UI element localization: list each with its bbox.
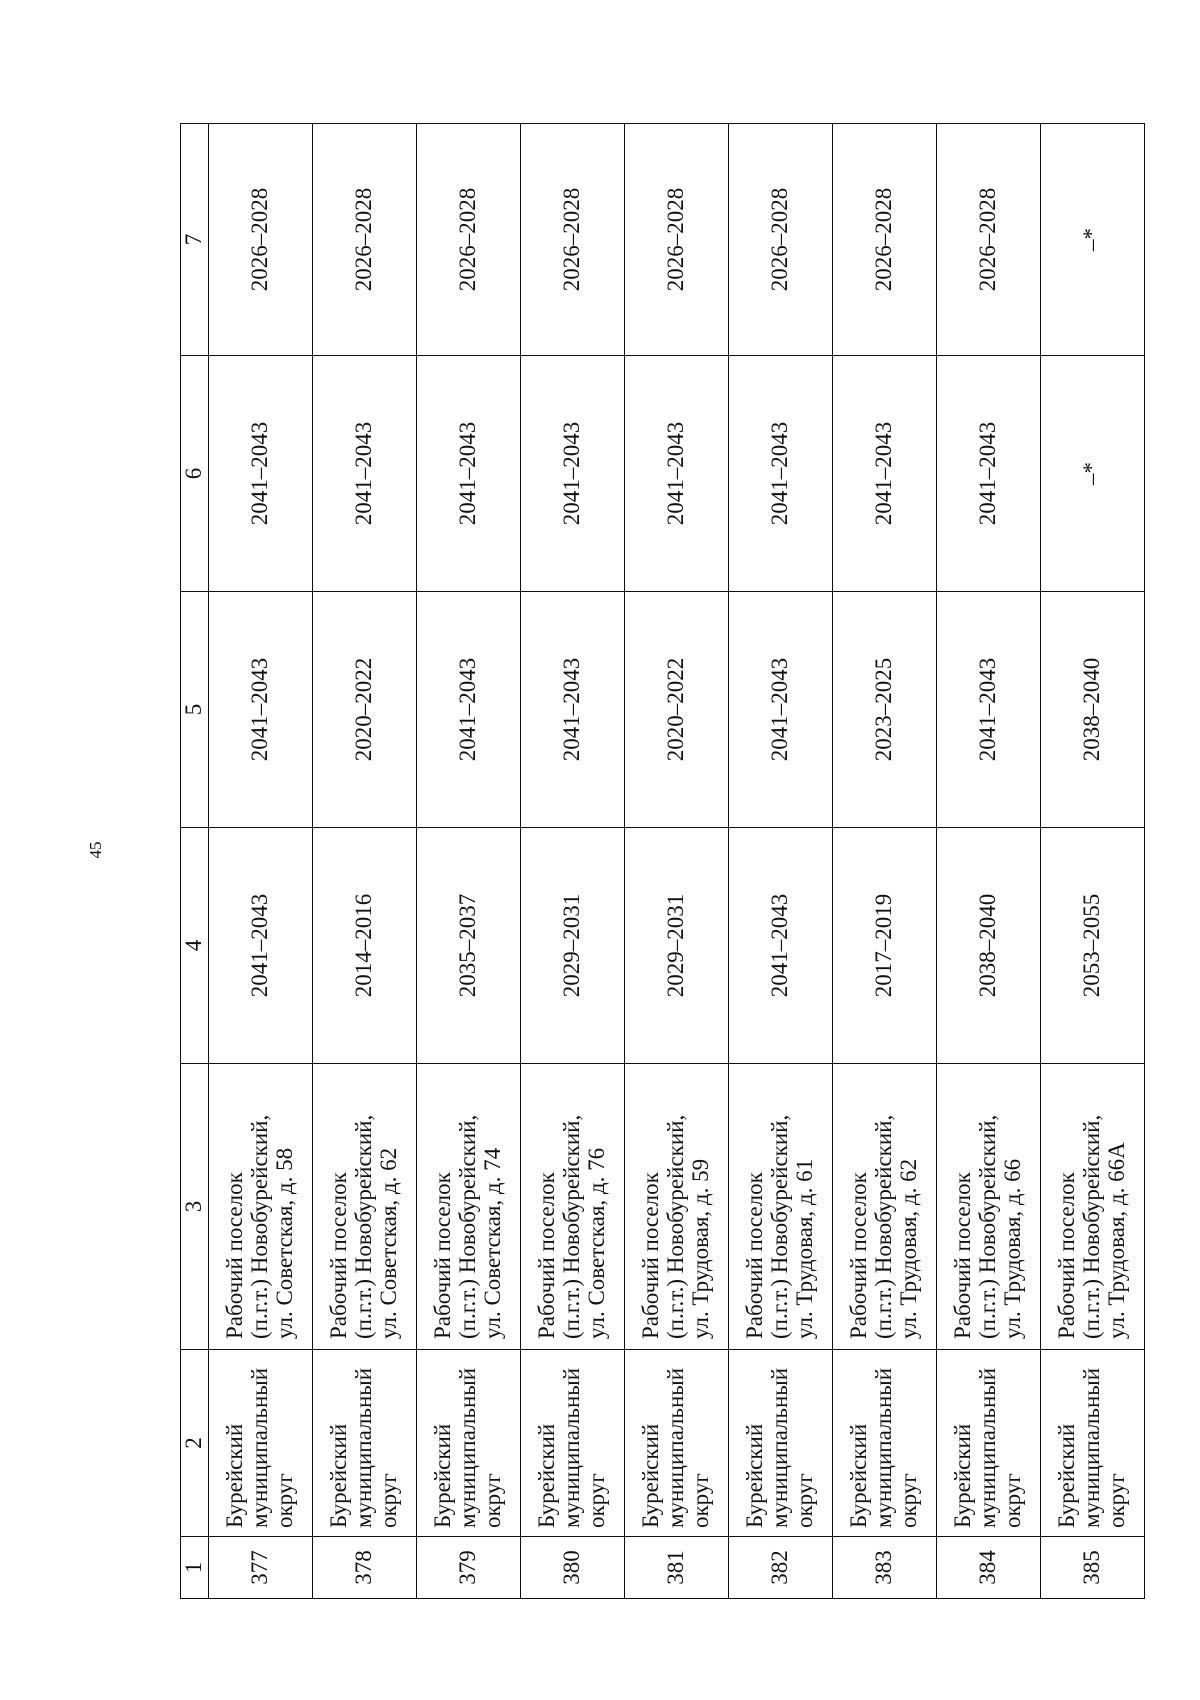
table-row [729, 124, 833, 1599]
period-col-7-value: 2026–2028 [455, 187, 481, 292]
district-cell [209, 1350, 313, 1537]
address-cell [313, 1064, 417, 1350]
row-number-cell [1041, 1537, 1145, 1599]
row-number: 383 [871, 1550, 897, 1585]
address-line: ул. Советская, д. 58 [271, 1147, 297, 1339]
period-col-7-value: 2026–2028 [351, 187, 377, 292]
table-row [625, 124, 729, 1599]
period-col-7-value: 2026–2028 [559, 187, 585, 292]
address-line: Рабочий поселок [846, 1172, 872, 1339]
district-line: Бурейский [430, 1423, 456, 1528]
period-col-5 [937, 592, 1041, 828]
period-col-6-value: 2041–2043 [455, 421, 481, 526]
address-line: (п.г.т.) Новобурейский, [351, 1114, 377, 1339]
address-line: Рабочий поселок [1054, 1172, 1080, 1339]
row-number-cell [417, 1537, 521, 1599]
district-line: Бурейский [638, 1423, 664, 1528]
district-line: муниципальный [455, 1367, 481, 1528]
address-line: Рабочий поселок [950, 1172, 976, 1339]
row-number: 380 [559, 1550, 585, 1585]
period-col-5-value: 2041–2043 [559, 657, 585, 762]
period-col-4-value: 2041–2043 [767, 893, 793, 998]
address-line: ул. Трудовая, д. 59 [687, 1158, 713, 1339]
district-line: округ [895, 1473, 921, 1528]
period-col-6 [729, 356, 833, 592]
period-col-4-value: 2041–2043 [247, 893, 273, 998]
period-col-6-value: –* [1079, 462, 1105, 485]
district-line: Бурейский [534, 1423, 560, 1528]
row-number-cell [521, 1537, 625, 1599]
period-col-6 [833, 356, 937, 592]
period-col-7-value: 2026–2028 [767, 187, 793, 292]
address-line: Рабочий поселок [638, 1172, 664, 1339]
district-line: округ [375, 1473, 401, 1528]
period-col-6 [521, 356, 625, 592]
district-line: муниципальный [767, 1367, 793, 1528]
period-col-4-value: 2017–2019 [871, 893, 897, 998]
address-line: Рабочий поселок [326, 1172, 352, 1339]
row-number: 378 [351, 1550, 377, 1585]
period-col-7 [833, 124, 937, 356]
district-line: муниципальный [559, 1367, 585, 1528]
period-col-4 [417, 828, 521, 1064]
district-cell [313, 1350, 417, 1537]
period-col-7-value: 2026–2028 [975, 187, 1001, 292]
period-col-7 [1041, 124, 1145, 356]
district-line: округ [583, 1473, 609, 1528]
period-col-6 [417, 356, 521, 592]
table-row [313, 124, 417, 1599]
header-col-2: 2 [181, 1350, 209, 1537]
period-col-7 [937, 124, 1041, 356]
period-col-7 [417, 124, 521, 356]
period-col-4 [833, 828, 937, 1064]
header-row [181, 124, 209, 1599]
row-number-cell [937, 1537, 1041, 1599]
district-line: округ [791, 1473, 817, 1528]
address-line: ул. Трудовая, д. 66А [1103, 1142, 1129, 1339]
header-col-6: 6 [181, 356, 209, 592]
period-col-6 [209, 356, 313, 592]
address-line: (п.г.т.) Новобурейский, [1079, 1114, 1105, 1339]
district-cell [729, 1350, 833, 1537]
page-number: 45 [86, 841, 105, 859]
district-line: Бурейский [742, 1423, 768, 1528]
period-col-7-value: 2026–2028 [663, 187, 689, 292]
row-number: 381 [663, 1550, 689, 1585]
district-cell [417, 1350, 521, 1537]
district-cell [833, 1350, 937, 1537]
header-col-1: 1 [181, 1537, 209, 1599]
district-cell [937, 1350, 1041, 1537]
district-line: Бурейский [1054, 1423, 1080, 1528]
address-line: ул. Советская, д. 62 [375, 1147, 401, 1339]
address-cell [625, 1064, 729, 1350]
period-col-6-value: 2041–2043 [351, 421, 377, 526]
table-row [833, 124, 937, 1599]
period-col-4 [729, 828, 833, 1064]
period-col-6-value: 2041–2043 [871, 421, 897, 526]
period-col-6 [625, 356, 729, 592]
district-line: муниципальный [871, 1367, 897, 1528]
table-frame [180, 124, 1145, 1599]
period-col-4 [521, 828, 625, 1064]
period-col-7-value: 2026–2028 [871, 187, 897, 292]
period-col-6 [1041, 356, 1145, 592]
period-col-5-value: 2020–2022 [351, 657, 377, 762]
period-col-4 [937, 828, 1041, 1064]
period-col-4-value: 2014–2016 [351, 893, 377, 998]
address-line: ул. Советская, д. 76 [583, 1147, 609, 1339]
district-line: муниципальный [663, 1367, 689, 1528]
row-number: 385 [1079, 1550, 1105, 1585]
address-line: Рабочий поселок [742, 1172, 768, 1339]
district-line: Бурейский [326, 1423, 352, 1528]
row-number-cell [729, 1537, 833, 1599]
period-col-7 [313, 124, 417, 356]
district-line: муниципальный [247, 1367, 273, 1528]
period-col-5 [833, 592, 937, 828]
address-cell [937, 1064, 1041, 1350]
period-col-6-value: 2041–2043 [975, 421, 1001, 526]
period-col-7 [625, 124, 729, 356]
address-line: Рабочий поселок [222, 1172, 248, 1339]
period-col-7 [729, 124, 833, 356]
header-col-3: 3 [181, 1064, 209, 1350]
period-col-5 [521, 592, 625, 828]
table-row [209, 124, 313, 1599]
period-col-5 [625, 592, 729, 828]
row-number: 377 [247, 1550, 273, 1585]
period-col-5 [729, 592, 833, 828]
address-line: (п.г.т.) Новобурейский, [559, 1114, 585, 1339]
address-line: ул. Трудовая, д. 61 [791, 1158, 817, 1339]
district-line: Бурейский [222, 1423, 248, 1528]
period-col-5 [209, 592, 313, 828]
address-cell [729, 1064, 833, 1350]
period-col-5-value: 2020–2022 [663, 657, 689, 762]
address-line: ул. Трудовая, д. 62 [895, 1158, 921, 1339]
address-line: ул. Трудовая, д. 66 [999, 1158, 1025, 1339]
address-cell [209, 1064, 313, 1350]
table-row [937, 124, 1041, 1599]
period-col-4-value: 2053–2055 [1079, 893, 1105, 998]
period-col-6 [313, 356, 417, 592]
period-col-7-value: –* [1079, 228, 1105, 251]
row-number: 382 [767, 1550, 793, 1585]
district-line: Бурейский [846, 1423, 872, 1528]
address-cell [833, 1064, 937, 1350]
address-line: (п.г.т.) Новобурейский, [247, 1114, 273, 1339]
header-col-7: 7 [181, 124, 209, 356]
period-col-5-value: 2023–2025 [871, 657, 897, 762]
period-col-4-value: 2029–2031 [663, 893, 689, 998]
row-number-cell [313, 1537, 417, 1599]
district-line: муниципальный [975, 1367, 1001, 1528]
period-col-7-value: 2026–2028 [247, 187, 273, 292]
district-line: округ [271, 1473, 297, 1528]
period-col-4 [209, 828, 313, 1064]
header-col-5: 5 [181, 592, 209, 828]
housing-schedule-table [180, 123, 1145, 1599]
table-row [521, 124, 625, 1599]
period-col-5-value: 2041–2043 [767, 657, 793, 762]
district-line: Бурейский [950, 1423, 976, 1528]
period-col-6-value: 2041–2043 [559, 421, 585, 526]
period-col-6-value: 2041–2043 [767, 421, 793, 526]
row-number-cell [833, 1537, 937, 1599]
period-col-5 [417, 592, 521, 828]
district-cell [521, 1350, 625, 1537]
period-col-4-value: 2035–2037 [455, 893, 481, 998]
period-col-4-value: 2029–2031 [559, 893, 585, 998]
period-col-7 [521, 124, 625, 356]
address-cell [521, 1064, 625, 1350]
address-cell [1041, 1064, 1145, 1350]
header-col-4: 4 [181, 828, 209, 1064]
district-cell [1041, 1350, 1145, 1537]
period-col-5 [313, 592, 417, 828]
row-number-cell [209, 1537, 313, 1599]
period-col-5-value: 2041–2043 [455, 657, 481, 762]
address-line: (п.г.т.) Новобурейский, [975, 1114, 1001, 1339]
period-col-5-value: 2041–2043 [975, 657, 1001, 762]
district-line: округ [1103, 1473, 1129, 1528]
district-line: муниципальный [1079, 1367, 1105, 1528]
address-line: Рабочий поселок [430, 1172, 456, 1339]
period-col-6-value: 2041–2043 [247, 421, 273, 526]
address-line: (п.г.т.) Новобурейский, [767, 1114, 793, 1339]
address-line: (п.г.т.) Новобурейский, [455, 1114, 481, 1339]
period-col-4 [1041, 828, 1145, 1064]
period-col-5-value: 2038–2040 [1079, 657, 1105, 762]
period-col-5-value: 2041–2043 [247, 657, 273, 762]
district-line: округ [687, 1473, 713, 1528]
table-row [1041, 124, 1145, 1599]
address-line: Рабочий поселок [534, 1172, 560, 1339]
address-line: (п.г.т.) Новобурейский, [663, 1114, 689, 1339]
row-number: 384 [975, 1550, 1001, 1585]
period-col-7 [209, 124, 313, 356]
address-line: (п.г.т.) Новобурейский, [871, 1114, 897, 1339]
district-line: округ [479, 1473, 505, 1528]
address-cell [417, 1064, 521, 1350]
period-col-4-value: 2038–2040 [975, 893, 1001, 998]
row-number-cell [625, 1537, 729, 1599]
address-line: ул. Советская, д. 74 [479, 1147, 505, 1339]
period-col-6 [937, 356, 1041, 592]
row-number: 379 [455, 1550, 481, 1585]
period-col-6-value: 2041–2043 [663, 421, 689, 526]
district-line: округ [999, 1473, 1025, 1528]
period-col-5 [1041, 592, 1145, 828]
district-line: муниципальный [351, 1367, 377, 1528]
table-row [417, 124, 521, 1599]
period-col-4 [313, 828, 417, 1064]
district-cell [625, 1350, 729, 1537]
period-col-4 [625, 828, 729, 1064]
